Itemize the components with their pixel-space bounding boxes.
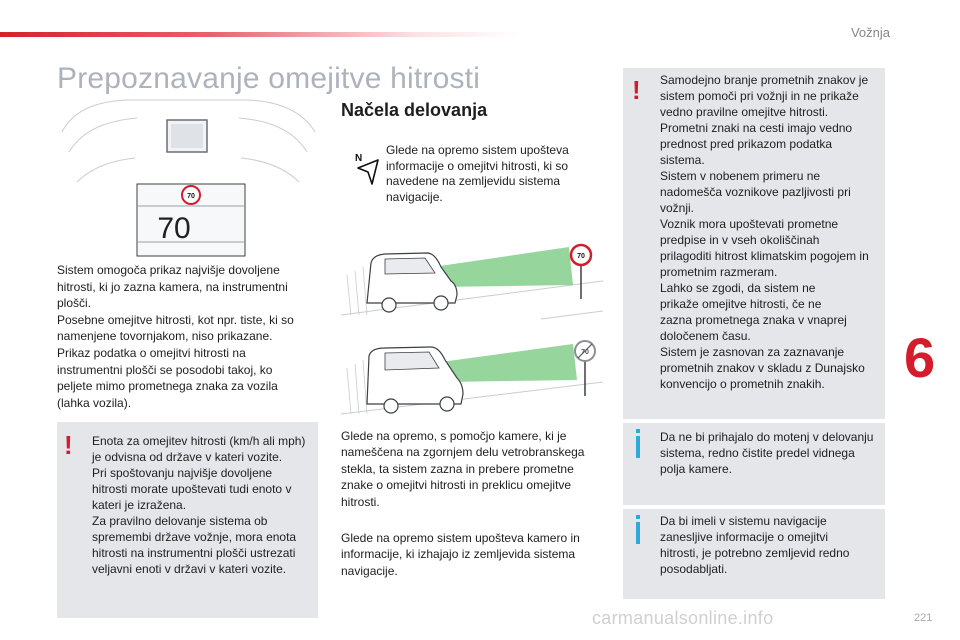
svg-text:70: 70 [577,253,585,260]
text-line: predpise in v vseh okoliščinah [660,233,820,247]
text-line: nadomešča voznikove pazljivosti pri [660,185,851,199]
text-line: Voznik mora upoštevati prometne [660,217,839,231]
text-line: prednost pred prikazom podatka [660,137,833,151]
text-line: konvencijo o prometnih znakih. [660,377,825,391]
text-line: posodabljati. [660,562,728,576]
intro-paragraph [57,262,317,411]
top-accent-bar [0,32,520,37]
camera-beam [433,247,573,287]
page-number: 221 [914,612,933,624]
text-line: prometnih znakov v skladu z Dunajsko [660,361,865,375]
camera-detection-text [341,428,584,510]
text-line: hitrosti. [341,494,380,509]
text-line: namenjene tovornjakom, niso prikazane. [57,329,273,344]
text-line: Glede na opremo, s pomočjo kamere, ki je [341,429,567,443]
text-line: prikaže omejitve hitrosti, če ne [660,297,822,311]
text-line: (lahka vozila). [57,395,132,410]
text-line: Da ne bi prihajalo do motenj v delovanju [660,430,874,444]
warning-icon: ! [632,75,641,105]
principles-heading: Načela delovanja [341,100,488,120]
text-line: zazna prometnega znaka v vnaprej [660,313,847,327]
navigation-icon [352,150,380,186]
camera-beam [441,344,577,382]
van-camera-illustration-1 [341,241,603,321]
text-line: Prikaz podatka o omejitvi hitrosti na [57,345,246,360]
chapter-number: 6 [904,326,936,389]
text-line: Prometni znaki na cesti imajo vedno [660,121,853,135]
windshield-info-text [660,429,873,477]
map-update-info-text [660,513,849,577]
navigation-note [386,143,569,205]
van-camera-illustration-2 [341,338,603,418]
text-line: Glede na opremo sistem upošteva [386,143,569,157]
text-line: Enota za omejitev hitrosti (km/h ali mph) [92,434,306,448]
svg-text:70: 70 [581,349,589,356]
speed-limit-readout: 70 [157,212,191,245]
text-line: nameščena na zgornjem delu vetrobranskega [341,445,585,460]
text-line: hitrosti, ki jo zazna kamera, na instrumentni [57,279,288,294]
text-line: polja kamere. [660,462,733,476]
text-line: stekla, ta sistem zazna in prebere prometne [341,461,574,476]
text-line: Pri spoštovanju najvišje dovoljene [92,466,273,480]
text-line: Lahko se zgodi, da sistem ne [660,281,816,295]
text-line: znake o omejitvi hitrosti in preklicu omejitve [341,478,572,493]
instrument-panel-illustration [57,92,319,262]
text-line: peljete mimo prometnega znaka za vozila [57,379,278,394]
text-line: Glede na opremo sistem upošteva kamero in [341,531,580,545]
text-line: sistem pomoči pri vožnji in ne prikaže [660,89,859,103]
warning-icon: ! [64,430,73,460]
text-line: navigacije. [386,189,443,204]
text-line: sistema, redno čistite predel vidnega [660,446,855,460]
text-line: kateri je izražena. [92,498,187,512]
text-line: Za pravilno delovanje sistema ob [92,514,268,528]
svg-text:N: N [355,153,363,164]
text-line: informacije, ki izhajajo iz zemljevida sistema [341,547,576,562]
automatic-reading-warning-text [660,72,869,392]
text-line: informacije o omejitvi hitrosti, ki so [386,158,569,173]
text-line: prilagoditi hitrost klimatskim pogojem in [660,249,869,263]
text-line: hitrosti na instrumentni plošči ustrezati [92,546,296,560]
info-icon [636,436,640,458]
text-line: navedene na zemljevidu sistema [386,174,561,188]
text-line: Sistem je zasnovan za zaznavanje [660,345,845,359]
text-line: hitrosti morate upoštevati tudi enoto v [92,482,292,496]
map-camera-text [341,530,580,579]
speed-sign-1 [571,245,591,265]
text-line: sistema. [660,153,705,167]
svg-text:70: 70 [187,193,195,200]
text-line: je odvisna od države v kateri vozite. [92,450,283,464]
page-title: Prepoznavanje omejitve hitrosti [57,62,481,95]
text-line: vožnji. [660,201,695,215]
text-line: določenem času. [660,329,751,343]
watermark: carmanualsonline.info [592,608,774,628]
units-warning-text [92,433,305,577]
text-line: Sistem omogoča prikaz najvišje dovoljene [57,263,280,277]
text-line: prometnim razmeram. [660,265,778,279]
text-line: navigacije. [341,563,398,578]
text-line: hitrosti, je potrebno zemljevid redno [660,546,850,560]
small-speed-sign [182,186,200,204]
text-line: Da bi imeli v sistemu navigacije [660,514,827,528]
text-line: instrumentni plošči se posodobi takoj, ko [57,362,273,377]
text-line: plošči. [57,296,92,311]
text-line: vedno pravilne omejitve hitrosti. [660,105,829,119]
section-label: Vožnja [850,25,890,40]
text-line: Sistem v nobenem primeru ne [660,169,821,183]
text-line: veljavni enoti v državi v kateri vozite. [92,562,287,576]
info-icon [636,522,640,544]
speed-sign-2 [575,341,595,361]
text-line: spremembi države vožnje, mora enota [92,530,297,544]
text-line: Posebne omejitve hitrosti, kot npr. tiste, ki so [57,312,294,327]
text-line: zanesljive informacije o omejitvi [660,530,829,544]
text-line: Samodejno branje prometnih znakov je [660,73,869,87]
